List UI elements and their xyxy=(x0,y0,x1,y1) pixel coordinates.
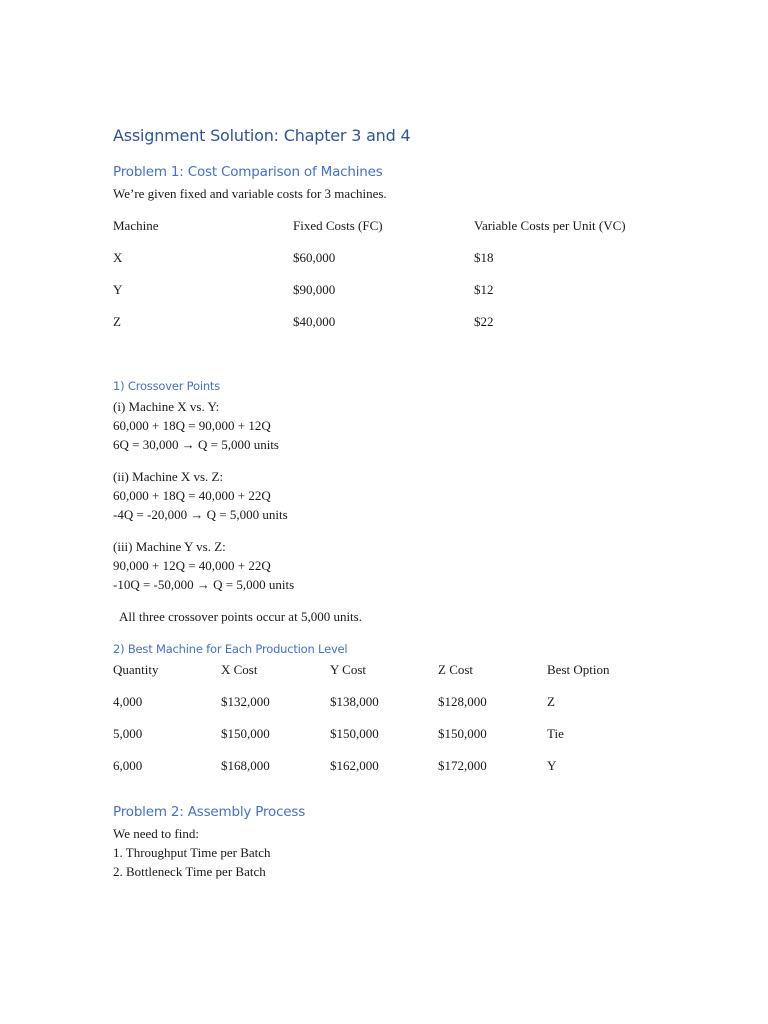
machine-name: Z xyxy=(113,314,121,329)
crossover-xz-equation: 60,000 + 18Q = 40,000 + 22Q xyxy=(113,488,271,503)
fixed-cost: $40,000 xyxy=(293,314,336,329)
column-header-y-cost: Y Cost xyxy=(330,662,366,677)
problem1-intro: We’re given fixed and variable costs for 3 machines. xyxy=(113,186,387,201)
y-cost: $138,000 xyxy=(330,694,379,709)
crossover-yz-result: -10Q = -50,000 → Q = 5,000 units xyxy=(113,577,295,592)
column-header-variable-costs: Variable Costs per Unit (VC) xyxy=(474,218,626,233)
problem1-heading: Problem 1: Cost Comparison of Machines xyxy=(113,164,383,180)
problem2-heading: Problem 2: Assembly Process xyxy=(113,804,306,820)
list-item: 2. Bottleneck Time per Batch xyxy=(113,864,266,879)
crossover-summary: All three crossover points occur at 5,000 units. xyxy=(119,609,362,624)
column-header-best-option: Best Option xyxy=(547,662,610,677)
column-header-quantity: Quantity xyxy=(113,662,159,677)
crossover-xy-result: 6Q = 30,000 → Q = 5,000 units xyxy=(113,437,279,452)
list-item: 1. Throughput Time per Batch xyxy=(113,845,271,860)
y-cost: $150,000 xyxy=(330,726,379,741)
column-header-machine: Machine xyxy=(113,218,159,233)
x-cost: $150,000 xyxy=(221,726,270,741)
z-cost: $128,000 xyxy=(438,694,487,709)
x-cost: $132,000 xyxy=(221,694,270,709)
z-cost: $172,000 xyxy=(438,758,487,773)
quantity: 4,000 xyxy=(113,694,143,709)
best-machine-heading: 2) Best Machine for Each Production Level xyxy=(113,642,348,656)
variable-cost: $22 xyxy=(474,314,494,329)
best-option: Y xyxy=(547,758,557,773)
crossover-yz-label: (iii) Machine Y vs. Z: xyxy=(113,539,226,554)
x-cost: $168,000 xyxy=(221,758,270,773)
variable-cost: $12 xyxy=(474,282,494,297)
machine-name: Y xyxy=(113,282,123,297)
column-header-x-cost: X Cost xyxy=(221,662,258,677)
column-header-z-cost: Z Cost xyxy=(438,662,474,677)
crossover-xz-label: (ii) Machine X vs. Z: xyxy=(113,469,224,484)
problem2-intro: We need to find: xyxy=(113,826,199,841)
machine-name: X xyxy=(113,250,123,265)
quantity: 5,000 xyxy=(113,726,143,741)
best-option: Z xyxy=(547,694,555,709)
document-title: Assignment Solution: Chapter 3 and 4 xyxy=(113,126,411,145)
crossover-yz-equation: 90,000 + 12Q = 40,000 + 22Q xyxy=(113,558,271,573)
column-header-fixed-costs: Fixed Costs (FC) xyxy=(293,218,383,233)
y-cost: $162,000 xyxy=(330,758,379,773)
variable-cost: $18 xyxy=(474,250,494,265)
crossover-xz-result: -4Q = -20,000 → Q = 5,000 units xyxy=(113,507,288,522)
crossover-heading: 1) Crossover Points xyxy=(113,379,221,393)
z-cost: $150,000 xyxy=(438,726,487,741)
quantity: 6,000 xyxy=(113,758,143,773)
fixed-cost: $60,000 xyxy=(293,250,336,265)
crossover-xy-label: (i) Machine X vs. Y: xyxy=(113,399,220,414)
crossover-xy-equation: 60,000 + 18Q = 90,000 + 12Q xyxy=(113,418,271,433)
fixed-cost: $90,000 xyxy=(293,282,336,297)
best-option: Tie xyxy=(547,726,564,741)
